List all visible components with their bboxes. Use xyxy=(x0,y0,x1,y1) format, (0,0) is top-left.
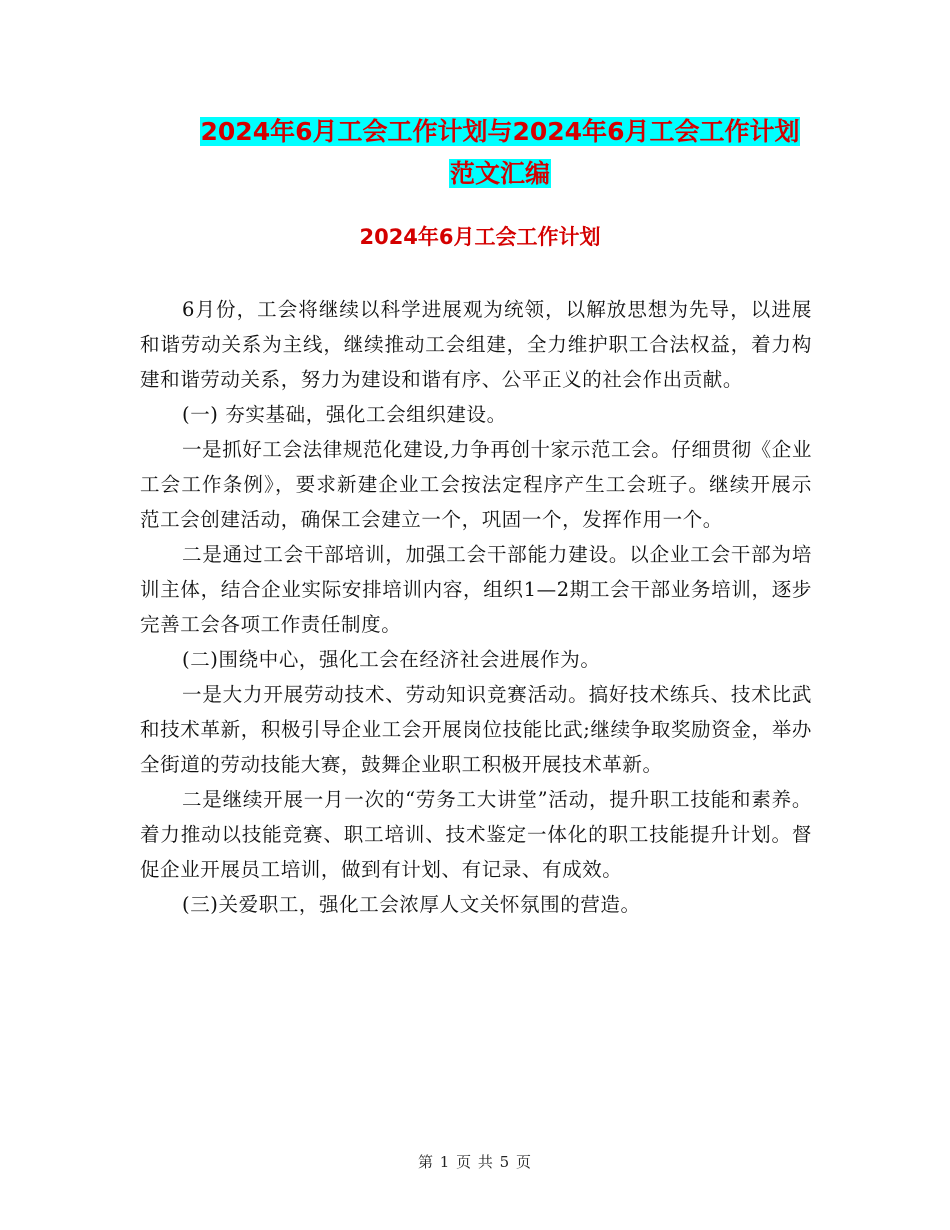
title-highlight: 2024年6月工会工作计划与2024年6月工会工作计划 xyxy=(200,117,800,146)
document-body xyxy=(140,292,812,922)
paragraph: 二是通过工会干部培训，加强工会干部能力建设。以企业工会干部为培训主体，结合企业实际安排培训内容，组织1—2期工会干部业务培训，逐步完善工会各项工作责任制度。 xyxy=(140,543,812,636)
paragraph: 二是继续开展一月一次的“劳务工大讲堂”活动，提升职工技能和素养。着力推动以技能竞赛、职工培训、技术鉴定一体化的职工技能提升计划。督促企业开展员工培训，做到有计划、有记录、有成效。 xyxy=(140,788,812,881)
paragraph-intro: 6月份，工会将继续以科学进展观为统领，以解放思想为先导，以进展和谐劳动关系为主线，继续推动工会组建，全力维护职工合法权益，着力构建和谐劳动关系，努力为建设和谐有序、公平正义的社会作出贡献。 xyxy=(140,298,812,391)
paragraph-heading-2: (二)围绕中心，强化工会在经济社会进展作为。 xyxy=(182,648,601,671)
paragraph-heading-1: (一) 夯实基础，强化工会组织建设。 xyxy=(182,403,507,426)
paragraph: 一是抓好工会法律规范化建设,力争再创十家示范工会。仔细贯彻《企业工会工作条例》，要求新建企业工会按法定程序产生工会班子。继续开展示范工会创建活动，确保工会建立一个，巩固一个，发挥作用一个。 xyxy=(140,438,812,531)
document-title-line-1 xyxy=(140,112,860,152)
title-highlight: 范文汇编 xyxy=(449,159,550,188)
page-footer: 第 1 页 共 5 页 xyxy=(418,1153,532,1171)
document-title-line-2 xyxy=(140,154,860,194)
paragraph-heading-3: (三)关爱职工，强化工会浓厚人文关怀氛围的营造。 xyxy=(182,893,641,916)
paragraph: 一是大力开展劳动技术、劳动知识竞赛活动。搞好技术练兵、技术比武和技术革新，积极引导企业工会开展岗位技能比武;继续争取奖励资金，举办全街道的劳动技能大赛，鼓舞企业职工积极开展技术革新。 xyxy=(140,683,812,776)
section-title: 2024年6月工会工作计划 xyxy=(359,225,601,249)
